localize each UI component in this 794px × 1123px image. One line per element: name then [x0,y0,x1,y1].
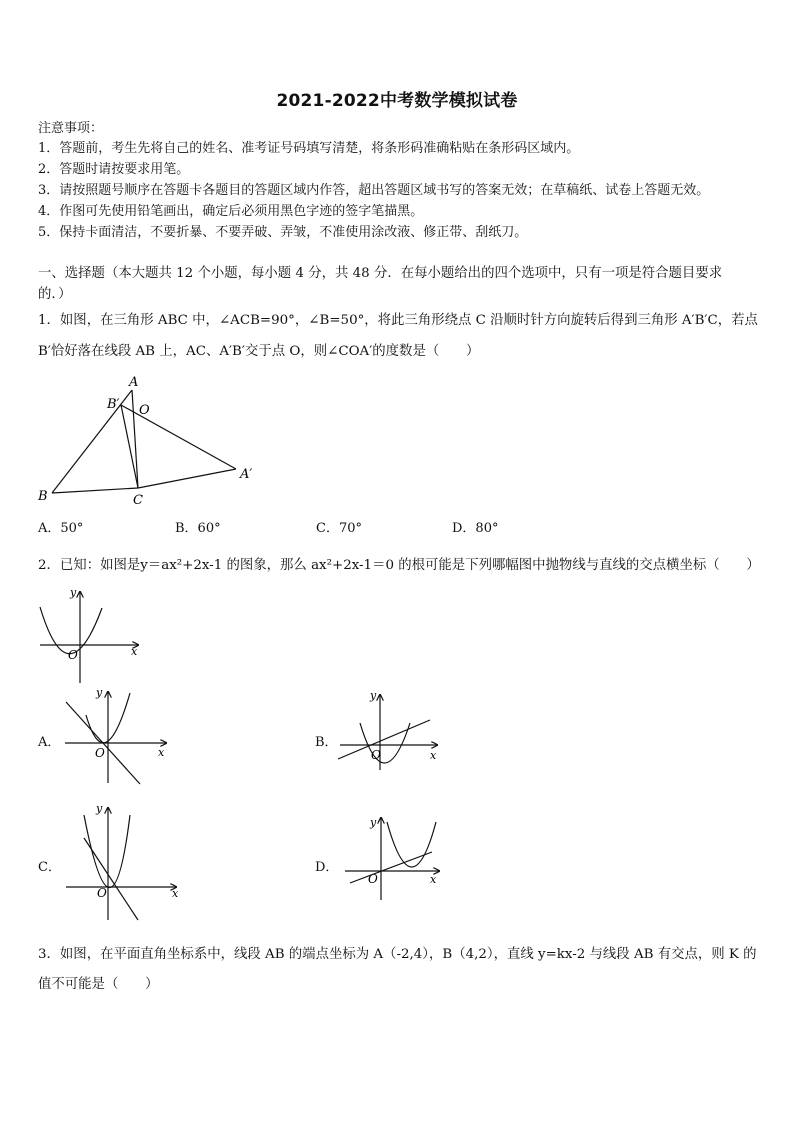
question-1-option-c: C．70° [316,521,362,536]
label-O: O [139,403,150,418]
question-1-line2: B′恰好落在线段 AB 上，AC、A′B′交于点 O，则∠COA′的度数是（ ） [38,344,480,359]
label-B-prime: B′ [107,397,120,412]
option-b-y-label: y [370,689,377,702]
option-c-x-label: x [172,887,179,900]
option-d-x-label: x [430,873,437,886]
note-item-2: 2．答题时请按要求用笔。 [38,162,190,177]
option-b-x-label: x [430,749,437,762]
section-heading-line2: 的．） [38,287,72,302]
given-x-label: x [131,645,138,658]
option-a-y-label: y [96,686,103,699]
given-y-label: y [70,586,77,599]
question-1-option-b: B．60° [175,521,221,536]
option-b-origin: O [371,748,381,762]
option-a-x-label: x [158,746,165,759]
note-item-5: 5．保持卡面清洁，不要折暴、不要弄破、弄皱，不准使用涂改液、修正带、刮纸刀。 [38,225,528,240]
question-2-option-a: A． [38,735,61,750]
label-C: C [133,493,143,508]
question-2-option-b: B． [315,735,338,750]
label-A-prime: A′ [240,467,253,482]
note-item-3: 3．请按照题号顺序在答题卡各题目的答题区域内作答，超出答题区域书写的答案无效；在草稿纸、试卷上答题无效。 [38,183,710,198]
question-3-line2: 值不可能是（ ） [38,977,159,992]
option-d-origin: O [368,872,378,886]
given-origin-label: O [68,648,78,662]
notes-heading: 注意事项： [38,121,104,136]
question-3-line1: 3．如图，在平面直角坐标系中，线段 AB 的端点坐标为 A（-2,4），B（4,2），直线 y=kx-2 与线段 AB 有交点，则 K 的 [38,947,757,962]
question-2-option-d: D． [315,860,339,875]
option-c-y-label: y [96,802,103,815]
question-1-line1: 1．如图，在三角形 ABC 中，∠ACB=90°，∠B=50°，将此三角形绕点 C 沿顺时针方向旋转后得到三角形 A′B′C，若点 [38,313,758,328]
page-title: 2021-2022中考数学模拟试卷 [276,91,518,111]
note-item-4: 4．作图可先使用铅笔画出，确定后必须用黑色字迹的签字笔描黑。 [38,204,424,219]
label-A: A [129,375,139,390]
option-d-y-label: y [370,816,377,829]
question-2-text: 2．已知：如图是y＝ax²+2x-1 的图象，那么 ax²+2x-1＝0 的根可能是下列哪幅图中抛物线与直线的交点横坐标（ ） [38,558,760,573]
option-a-origin: O [95,746,105,760]
question-1-option-a: A．50° [38,521,84,536]
question-1-option-d: D．80° [452,521,499,536]
note-item-1: 1．答题前，考生先将自己的姓名、准考证号码填写清楚，将条形码准确粘贴在条形码区域内。 [38,141,580,156]
section-heading-line1: 一、选择题（本大题共 12 个小题，每小题 4 分，共 48 分．在每小题给出的四个选项中，只有一项是符合题目要求 [38,266,723,281]
option-c-origin: O [97,886,107,900]
label-B: B [38,489,48,504]
question-2-option-c: C． [38,860,61,875]
